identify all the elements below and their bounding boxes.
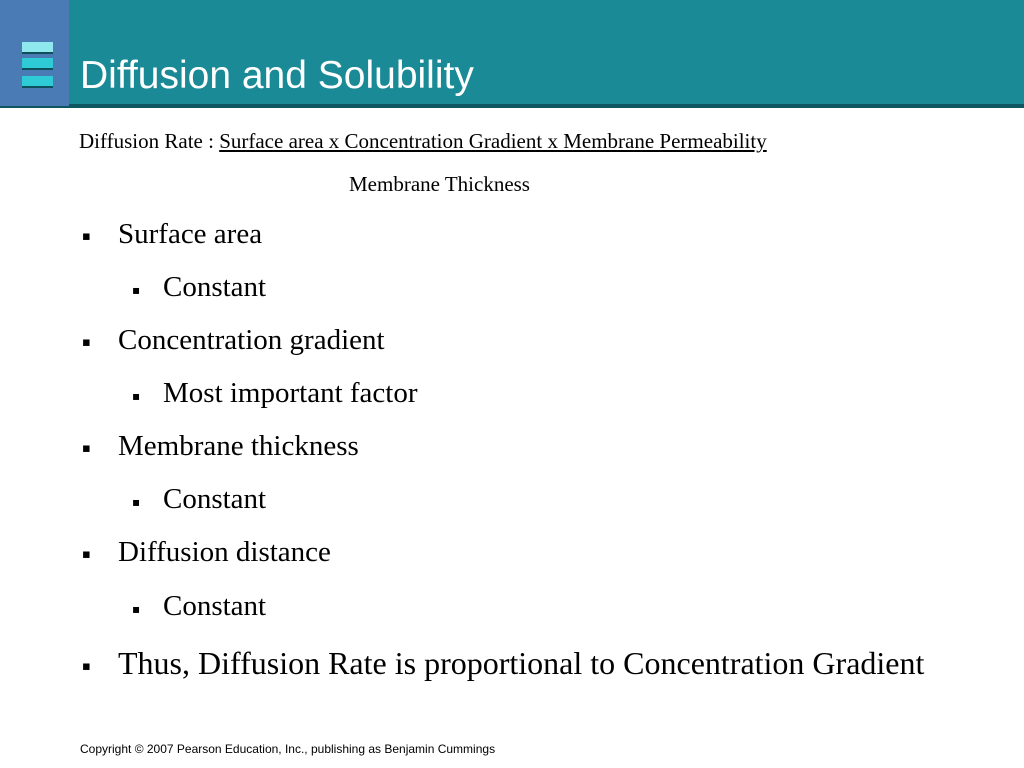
- bullet-icon: ▪: [132, 283, 141, 297]
- formula-line: [79, 128, 767, 154]
- bullet-icon: ▪: [82, 547, 91, 562]
- slide-logo: [0, 0, 69, 106]
- logo-stripe-icon: [22, 42, 53, 54]
- bullet-item: [82, 217, 263, 251]
- bullet-item: [82, 535, 331, 569]
- conclusion-item: [82, 643, 978, 683]
- sub-bullet-item: [132, 376, 418, 410]
- bullet-icon: ▪: [82, 441, 91, 456]
- bullet-text: Membrane thickness: [118, 430, 359, 462]
- formula-numerator: Surface area x Concentration Gradient x Membrane Permeability: [219, 129, 767, 153]
- sub-bullet-text: Constant: [163, 483, 267, 515]
- bullet-icon: ▪: [132, 389, 141, 403]
- sub-bullet-item: [132, 482, 267, 516]
- bullet-icon: ▪: [132, 602, 141, 616]
- sub-bullet-text: Constant: [163, 590, 267, 622]
- sub-bullet-text: Most important factor: [163, 377, 418, 409]
- slide-title: Diffusion and Solubility: [80, 54, 474, 97]
- title-bar-divider: [0, 104, 1024, 108]
- logo-stripe-icon: [22, 58, 53, 70]
- bullet-icon: ▪: [82, 229, 91, 244]
- bullet-text: Concentration gradient: [118, 324, 385, 356]
- bullet-text: Diffusion distance: [118, 536, 331, 568]
- bullet-text: Surface area: [118, 218, 263, 250]
- sub-bullet-item: [132, 589, 267, 623]
- bullet-icon: ▪: [132, 495, 141, 509]
- bullet-item: [82, 323, 385, 357]
- copyright-footer: Copyright © 2007 Pearson Education, Inc., publishing as Benjamin Cummings: [80, 742, 496, 756]
- conclusion-text: Thus, Diffusion Rate is proportional to Concentration Gradient: [118, 645, 925, 681]
- formula-denominator: Membrane Thickness: [349, 172, 530, 196]
- sub-bullet-item: [132, 270, 267, 304]
- formula-label: Diffusion Rate :: [79, 129, 220, 153]
- sub-bullet-text: Constant: [163, 271, 267, 303]
- bullet-item: [82, 429, 359, 463]
- bullet-icon: ▪: [82, 335, 91, 350]
- logo-stripe-icon: [22, 76, 53, 88]
- bullet-icon: ▪: [82, 659, 91, 674]
